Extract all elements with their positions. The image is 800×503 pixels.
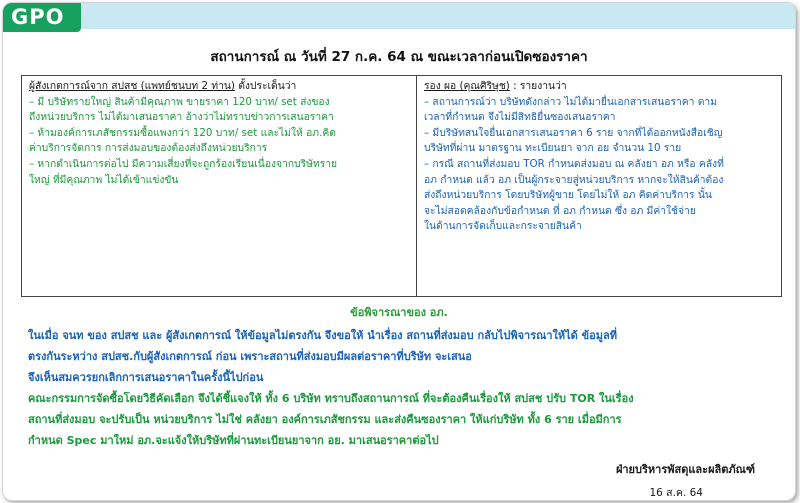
observer-heading-name: ผู้สังเกตการณ์จาก สปสช (แพทย์ชนบท 2 ท่าน) (29, 80, 235, 92)
deputy-item-line: – กรณี สถานที่ส่งมอบ TOR กำหนดส่งมอบ ณ คลังยา อภ หรือ คลังที่ (424, 157, 724, 170)
observer-item-2 (29, 126, 409, 157)
signature-department: ฝ่ายบริหารพัสดุและผลิตภัณฑ์ (615, 463, 755, 476)
deputy-item-line: – สถานการณ์ว่า บริษัทดังกล่าว ไม่ได้มายื่นเอกสารเสนอราคา ตาม (424, 95, 717, 108)
deputy-heading-rest: : รายงานว่า (509, 80, 567, 92)
deputy-heading (424, 79, 774, 95)
deputy-heading-name: รอง ผอ (คุณศิริษุช) (424, 80, 510, 92)
deputy-item-1 (424, 95, 774, 126)
observer-item-1 (29, 95, 409, 126)
observer-heading (29, 79, 409, 95)
consideration-heading: ข้อพิจารณาของ อภ. (350, 306, 448, 319)
consideration-line: ตรงกันระหว่าง สปสช.กับผู้สังเกตการณ์ ก่อน เพราะสถานที่ส่งมอบมีผลต่อราคาที่บริษัท จะเสนอ (28, 350, 472, 363)
consideration-line: กำหนด Spec มาใหม่ อภ.จะแจ้งให้บริษัทที่ผ่านทะเบียนยาจาก อย. มาเสนอราคาต่อไป (28, 434, 439, 447)
deputy-column (417, 76, 781, 296)
observer-heading-rest: ตั้งประเด็นว่า (234, 80, 297, 92)
consideration-line: จึงเห็นสมควรยกเลิกการเสนอราคาในครั้งนี้ไปก่อน (28, 371, 264, 384)
observer-column (22, 76, 417, 296)
slide-title: สถานการณ์ ณ วันที่ 27 ก.ค. 64 ณ ขณะเวลาก่อนเปิดซองราคา (210, 49, 588, 65)
observer-item-line: ใหญ่ ที่มีคุณภาพ ไม่ได้เข้าแข่งขัน (29, 173, 179, 186)
consideration-line: ในเมื่อ จนท ของ สปสช และ ผู้สังเกตการณ์ ให้ข้อมูลไม่ตรงกัน จึงขอให้ นำเรื่อง สถานที่ส่งมอบ กลับไปพิจารณาให้ได้ ข้อมูลที่ (28, 329, 618, 342)
deputy-item-line: อภ กำหนด แล้ว อภ เป็นผู้กระจายสู่หน่วยบริการ หากจะให้สินค้าต้อง (424, 173, 724, 186)
consideration-line: สถานที่ส่งมอบ จะปรับเป็น หน่วยบริการ ไม่ใช่ คลังยา องค์การเภสัชกรรม และส่งคืนซองราคา ให้แก่บริษัท ทั้ง 6 ราย เมื่อมีการ (28, 413, 622, 426)
slide-frame (2, 2, 796, 501)
situation-table (21, 75, 782, 297)
gpo-logo: GPO (3, 3, 81, 32)
deputy-item-line: บริษัทที่ผ่าน มาตรฐาน ทะเบียนยา จาก อย จำนวน 10 ราย (424, 142, 682, 155)
deputy-item-2 (424, 126, 774, 157)
deputy-item-line: – มีบริษัทสนใจยื่นเอกสารเสนอราคา 6 ราย จากที่ได้ออกหนังสือเชิญ (424, 126, 723, 139)
consideration-line: คณะกรรมการจัดซื้อโดยวิธีคัดเลือก จึงได้ชี้แจงให้ ทั้ง 6 บริษัท ทราบถึงสถานการณ์ ที่จะต้องคืนเรื่องให้ สปสช ปรับ TOR ในเรื่อง (28, 392, 634, 405)
deputy-item-line: ในด้านการจัดเก็บและกระจายสินค้า (424, 220, 582, 233)
observer-item-3 (29, 157, 409, 188)
deputy-item-line: ส่งถึงหน่วยบริการ โดยบริษัทผู้ขาย โดยไม่ให้ อภ คิดค่าบริการ นั้น (424, 189, 712, 202)
signature-date: 16 ส.ค. 64 (649, 487, 703, 499)
consideration-body (28, 325, 788, 451)
observer-item-line: ถึงหน่วยบริการ ไม่ได้มาเสนอราคา อ้างว่าไม่ทราบข่าวการเสนอราคา (29, 111, 334, 124)
observer-item-line: – ห้ามองค์การเภสัชกรรมซื้อแพงกว่า 120 บาท/ set และไม่ให้ อภ.คิด (29, 126, 336, 139)
observer-item-line: ค่าบริการจัดการ การส่งมอบของต้องส่งถึงหน่วยบริการ (29, 142, 268, 155)
header-band (3, 3, 795, 29)
deputy-item-line: จะไม่สอดคล้องกับข้อกำหนด ที่ อภ กำหนด ซึ่ง อภ มีค่าใช้จ่าย (424, 204, 696, 217)
deputy-item-line: เวลาที่กำหนด จึงไม่มีสิทธิยื่นซองเสนอราคา (424, 111, 616, 124)
observer-item-line: – มี บริษัทรายใหญ่ สินค้ามีคุณภาพ ขายราคา 120 บาท/ set ส่งของ (29, 95, 330, 108)
deputy-item-3 (424, 157, 774, 235)
observer-item-line: – หากดำเนินการต่อไป มีความเสี่ยงที่จะถูกร้องเรียนเนื่องจากบริษัทราย (29, 157, 338, 170)
